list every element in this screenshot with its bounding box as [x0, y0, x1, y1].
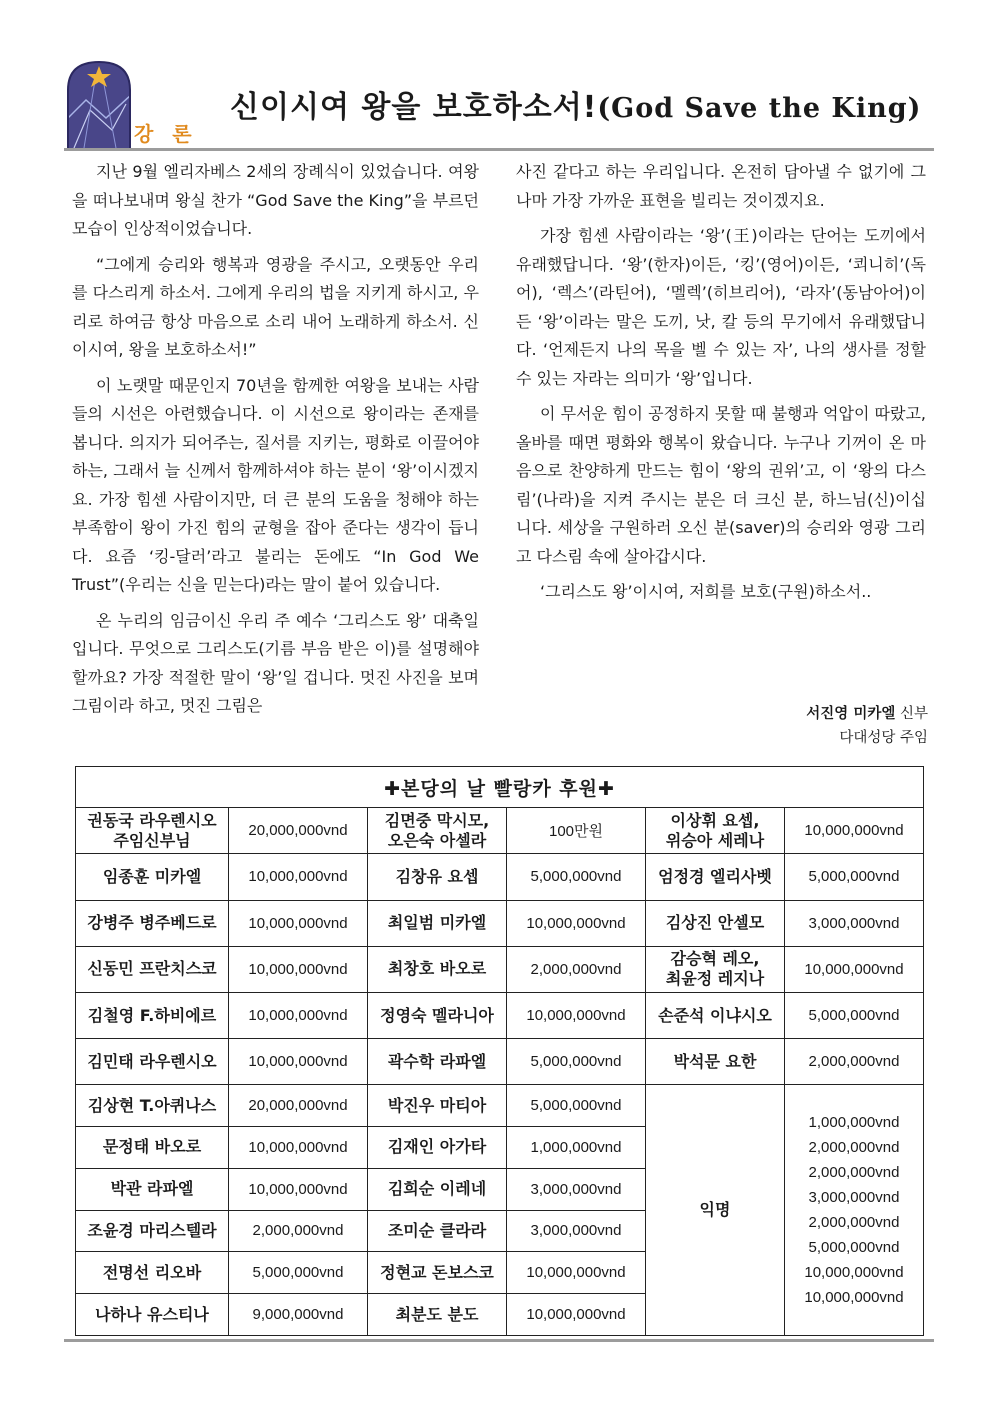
- donation-amount: 1,000,000vnd: [507, 1127, 646, 1169]
- article-paragraph: 지난 9월 엘리자베스 2세의 장례식이 있었습니다. 여왕을 떠나보내며 왕실 찬가 “God Save the King”을 부르던 모습이 인상적이었습니다.: [72, 162, 479, 238]
- donor-name: 조미순 클라라: [368, 1210, 507, 1252]
- donation-amount: 10,000,000vnd: [229, 900, 368, 946]
- donor-name: 문정태 바오로: [76, 1127, 229, 1169]
- donation-amount: 20,000,000vnd: [229, 808, 368, 854]
- table-row: [76, 992, 924, 1038]
- signature-parish: 다대성당 주임: [839, 730, 928, 746]
- anonymous-amount: 2,000,000vnd: [808, 1164, 900, 1182]
- donation-amount: 100만원: [507, 808, 646, 854]
- donation-amount: 10,000,000vnd: [507, 1294, 646, 1336]
- anonymous-amount: 2,000,000vnd: [808, 1214, 900, 1232]
- donor-name: 최일범 미카엘: [368, 900, 507, 946]
- donor-name: 김철영 F.하비에르: [76, 992, 229, 1038]
- donor-name: 감승혁 레오, 최윤정 레지나: [646, 946, 785, 992]
- signature-role: 신부: [899, 706, 928, 722]
- article-left-column: [72, 158, 479, 728]
- donation-amount: 5,000,000vnd: [229, 1252, 368, 1294]
- donation-amount: 9,000,000vnd: [229, 1294, 368, 1336]
- table-row: [76, 900, 924, 946]
- donor-name: 강병주 병주베드로: [76, 900, 229, 946]
- article-paragraph: ‘그리스도 왕’이시여, 저희를 보호(구원)하소서..: [540, 582, 872, 601]
- donor-name: 정현교 돈보스코: [368, 1252, 507, 1294]
- table-row: [76, 1039, 924, 1085]
- donor-name: 엄정경 엘리사벳: [646, 854, 785, 900]
- donation-amount: 10,000,000vnd: [229, 946, 368, 992]
- donation-amount: 5,000,000vnd: [507, 1085, 646, 1127]
- donor-name: 김희순 이레네: [368, 1168, 507, 1210]
- donor-name: 김면중 막시모, 오은숙 아셀라: [368, 808, 507, 854]
- donor-name: 권동국 라우렌시오 주임신부님: [76, 808, 229, 854]
- donation-amount: 10,000,000vnd: [785, 808, 924, 854]
- donation-amount: 2,000,000vnd: [507, 946, 646, 992]
- article-right-column: [516, 158, 926, 614]
- donation-amount: 10,000,000vnd: [229, 1168, 368, 1210]
- donor-name: 김상진 안셀모: [646, 900, 785, 946]
- donor-name: 김민태 라우렌시오: [76, 1039, 229, 1085]
- header: [64, 58, 934, 152]
- anonymous-amount: 10,000,000vnd: [804, 1264, 904, 1282]
- signature: [700, 702, 928, 723]
- donor-name: 김상현 T.아퀴나스: [76, 1085, 229, 1127]
- table-row: [76, 854, 924, 900]
- title-korean: 신이시여 왕을 보호하소서!: [230, 90, 598, 125]
- anonymous-label: 익명: [646, 1085, 785, 1336]
- donor-name: 김창유 요셉: [368, 854, 507, 900]
- donation-amount: 10,000,000vnd: [507, 1252, 646, 1294]
- donation-amount: 3,000,000vnd: [785, 900, 924, 946]
- donation-amount: 20,000,000vnd: [229, 1085, 368, 1127]
- anonymous-amount: 10,000,000vnd: [804, 1289, 904, 1307]
- article-paragraph: 이 노랫말 때문인지 70년을 함께한 여왕을 보내는 사람들의 시선은 아련했습니다. 이 시선으로 왕이라는 존재를 봅니다. 의지가 되어주는, 질서를 지키는, 평화로 이끌어야 하는, 그래서 늘 신께서 함께하셔야 하는 분이 ‘왕’이시겠지요. 가장 힘센 사람이지만, 더 큰 분의 도움을 청해야 하는 부족함이 왕이 가진 힘의 균형을 잡아 준다는 생각이 듭니다. 요즘 ‘킹-달러’라고 불리는 돈에도 “In God We Trust”(우리는 신을 믿는다)라는 말이 붙어 있습니다.: [72, 375, 479, 594]
- signature-name: 서진영 미카엘: [806, 706, 896, 722]
- donor-name: 박석문 요한: [646, 1039, 785, 1085]
- donation-amount: 10,000,000vnd: [229, 992, 368, 1038]
- donation-amount: 10,000,000vnd: [785, 946, 924, 992]
- anonymous-amount: 1,000,000vnd: [808, 1114, 900, 1132]
- donor-name: 정영숙 멜라니아: [368, 992, 507, 1038]
- header-divider: [64, 148, 934, 151]
- table-row: [76, 946, 924, 992]
- title-english: (God Save the King): [597, 93, 922, 124]
- donor-name: 손준석 이냐시오: [646, 992, 785, 1038]
- donor-name: 나하나 유스티나: [76, 1294, 229, 1336]
- donor-name: 최분도 분도: [368, 1294, 507, 1336]
- donor-name: 곽수학 라파엘: [368, 1039, 507, 1085]
- footer-divider: [64, 1339, 934, 1342]
- table-row: [76, 808, 924, 854]
- anonymous-amounts: [785, 1085, 924, 1336]
- donation-amount: 10,000,000vnd: [229, 1127, 368, 1169]
- donor-name: 임종훈 미카엘: [76, 854, 229, 900]
- donor-name: 전명선 리오바: [76, 1252, 229, 1294]
- donation-amount: 3,000,000vnd: [507, 1210, 646, 1252]
- donor-name: 박진우 마티아: [368, 1085, 507, 1127]
- anonymous-amount: 3,000,000vnd: [808, 1189, 900, 1207]
- donation-amount: 2,000,000vnd: [229, 1210, 368, 1252]
- anonymous-amount: 5,000,000vnd: [808, 1239, 900, 1257]
- article-paragraph: 온 누리의 임금이신 우리 주 예수 ‘그리스도 왕’ 대축일입니다. 무엇으로 그리스도(기름 부음 받은 이)를 설명해야 할까요? 가장 적절한 말이 ‘왕’일 겁니다. 멋진 사진을 보며 그림이라 하고, 멋진 그림은: [72, 610, 479, 715]
- donation-amount: 10,000,000vnd: [229, 854, 368, 900]
- donation-amount: 5,000,000vnd: [507, 854, 646, 900]
- article-paragraph: 사진 같다고 하는 우리입니다. 온전히 담아낼 수 없기에 그나마 가장 가까운 표현을 빌리는 것이겠지요.: [516, 162, 926, 210]
- church-window-star-icon: [66, 60, 132, 148]
- donation-amount: 2,000,000vnd: [785, 1039, 924, 1085]
- article-paragraph: 가장 힘센 사람이라는 ‘왕’(王)이라는 단어는 도끼에서 유래했답니다. ‘왕’(한자)이든, ‘킹’(영어)이든, ‘쾨니히’(독어), ‘렉스’(라틴어), ‘멜렉’(히브리어), ‘라자’(동남아어)이든 ‘왕’이라는 말은 도끼, 낫, 칼 등의 무기에서 유래했답니다. ‘언제든지 나의 목을 벨 수 있는 자’, 나의 생사를 정할 수 있는 자라는 의미가 ‘왕’입니다.: [516, 226, 926, 388]
- donor-name: 박관 라파엘: [76, 1168, 229, 1210]
- donation-amount: 5,000,000vnd: [507, 1039, 646, 1085]
- anonymous-amount: 2,000,000vnd: [808, 1139, 900, 1157]
- donation-amount: 10,000,000vnd: [229, 1039, 368, 1085]
- article-paragraph: “그에게 승리와 행복과 영광을 주시고, 오랫동안 우리를 다스리게 하소서. 그에게 우리의 법을 지키게 하시고, 우리로 하여금 항상 마음으로 소리 내어 노래하게 하소서. 신이시여, 왕을 보호하소서!”: [72, 254, 479, 359]
- donor-name: 이상휘 요셉, 위승아 세레나: [646, 808, 785, 854]
- donor-name: 김재인 아가타: [368, 1127, 507, 1169]
- donation-amount: 5,000,000vnd: [785, 854, 924, 900]
- donation-amount: 10,000,000vnd: [507, 992, 646, 1038]
- donations-table: [75, 766, 924, 1336]
- section-label: 강 론: [134, 122, 198, 146]
- article-paragraph: 이 무서운 힘이 공정하지 못할 때 불행과 억압이 따랐고, 올바를 때면 평화와 행복이 왔습니다. 누구나 기꺼이 온 마음으로 찬양하게 만드는 힘이 ‘왕의 권위’고, 이 ‘왕의 다스림’(나라)을 지켜 주시는 분은 더 크신 분, 하느님(신)이십니다. 세상을 구원하러 오신 분(saver)의 승리와 영광 그리고 다스림 속에 살아갑시다.: [516, 404, 926, 566]
- donor-name: 조윤경 마리스텔라: [76, 1210, 229, 1252]
- donor-name: 신동민 프란치스코: [76, 946, 229, 992]
- donor-name: 최창호 바오로: [368, 946, 507, 992]
- table-row: [76, 1085, 924, 1127]
- page-title: [230, 82, 921, 126]
- donation-amount: 3,000,000vnd: [507, 1168, 646, 1210]
- donation-amount: 5,000,000vnd: [785, 992, 924, 1038]
- donations-heading: ✚본당의 날 빨랑카 후원✚: [76, 767, 924, 808]
- donation-amount: 10,000,000vnd: [507, 900, 646, 946]
